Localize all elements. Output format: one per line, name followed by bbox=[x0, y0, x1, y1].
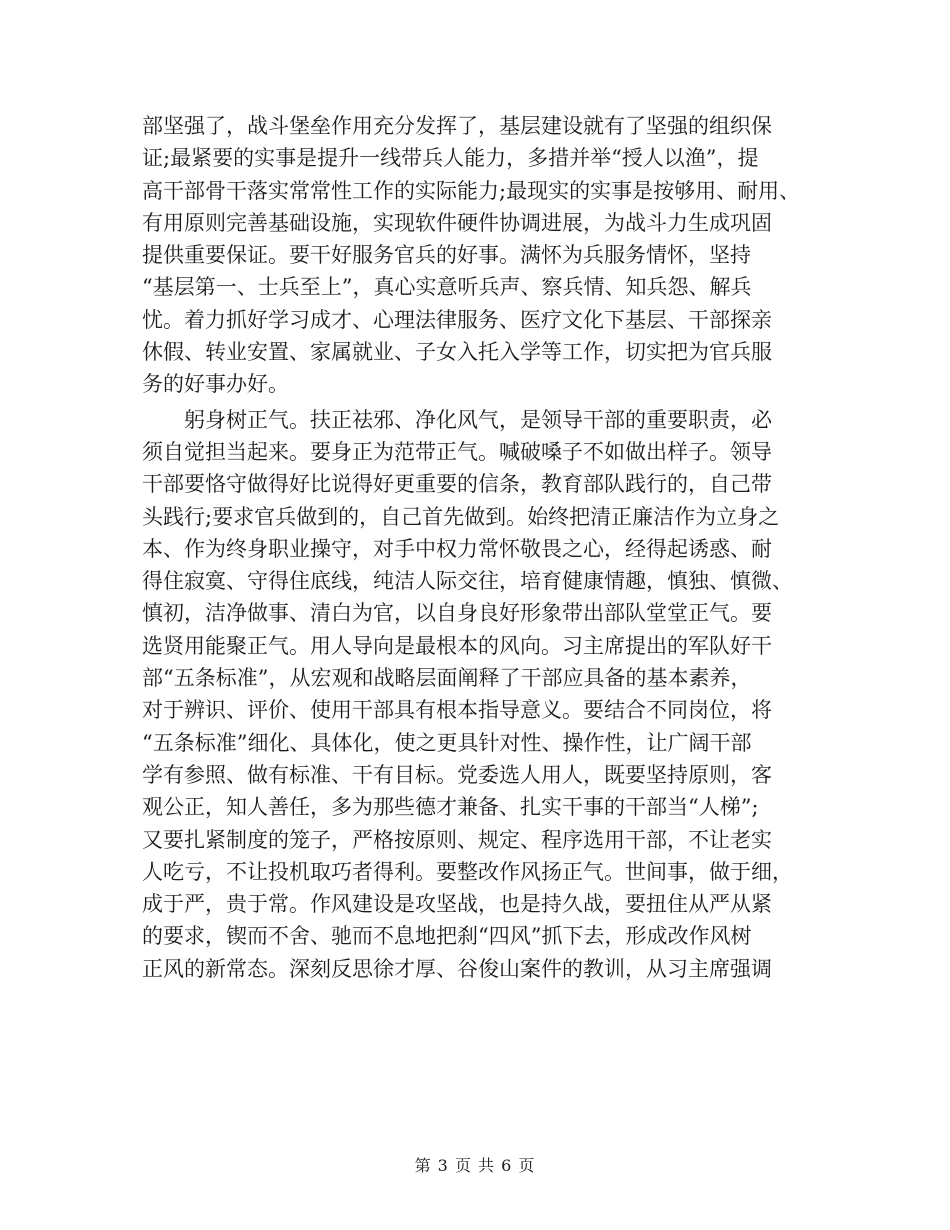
text-line: 成于严，贵于常。作风建设是攻坚战，也是持久战，要扭住从严从紧 bbox=[142, 892, 772, 917]
text-line: 选贤用能聚正气。用人导向是最根本的风向。习主席提出的军队好干 bbox=[142, 633, 772, 658]
text-line: 又要扎紧制度的笼子，严格按原则、规定、程序选用干部，不让老实 bbox=[142, 827, 772, 852]
text-line: “五条标准”细化、具体化，使之更具针对性、操作性，让广阔干部 bbox=[142, 730, 752, 755]
text-line: 人吃亏，不让投机取巧者得利。要整改作风扬正气。世间事，做于细， bbox=[142, 859, 793, 884]
document-body bbox=[142, 110, 822, 985]
text-line: 高干部骨干落实常常性工作的实际能力;最现实的实事是按够用、耐用、 bbox=[142, 178, 801, 203]
text-line: 观公正，知人善任，多为那些德才兼备、扎实干事的干部当“人梯”; bbox=[142, 795, 759, 820]
text-line: 对于辨识、评价、使用干部具有根本指导意义。要结合不同岗位，将 bbox=[142, 698, 772, 723]
text-line: 休假、转业安置、家属就业、子女入托入学等工作，切实把为官兵服 bbox=[142, 340, 772, 365]
text-line: 躬身树正气。扶正祛邪、净化风气，是领导干部的重要职责，必 bbox=[184, 407, 772, 432]
text-line: 的要求，锲而不舍、驰而不息地把刹“四风”抓下去，形成改作风树 bbox=[142, 924, 752, 949]
text-line: 证;最紧要的实事是提升一线带兵人能力，多措并举“授人以渔”，提 bbox=[142, 146, 759, 171]
text-line: 部坚强了，战斗堡垒作用充分发挥了，基层建设就有了坚强的组织保 bbox=[142, 114, 772, 138]
text-line: 本、作为终身职业操守，对手中权力常怀敬畏之心，经得起诱惑、耐 bbox=[142, 536, 772, 561]
text-line: 务的好事办好。 bbox=[142, 372, 289, 397]
text-line: 学有参照、做有标准、干有目标。党委选人用人，既要坚持原则，客 bbox=[142, 762, 772, 787]
text-line: 正风的新常态。深刻反思徐才厚、谷俊山案件的教训，从习主席强调 bbox=[142, 956, 772, 981]
text-line: 慎初，洁净做事、清白为官，以自身良好形象带出部队堂堂正气。要 bbox=[142, 601, 772, 626]
page-number-footer: 第 3 页 共 6 页 bbox=[414, 1156, 536, 1175]
text-line: “基层第一、士兵至上”，真心实意听兵声、察兵情、知兵怨、解兵 bbox=[142, 275, 752, 300]
text-line: 干部要恪守做得好比说得好更重要的信条，教育部队践行的，自己带 bbox=[142, 472, 772, 497]
text-line: 提供重要保证。要干好服务官兵的好事。满怀为兵服务情怀，坚持 bbox=[142, 243, 751, 268]
paragraph-2 bbox=[142, 404, 822, 985]
paragraph-1 bbox=[142, 110, 822, 401]
text-line: 须自觉担当起来。要身正为范带正气。喊破嗓子不如做出样子。领导 bbox=[142, 439, 772, 464]
text-line: 有用原则完善基础设施，实现软件硬件协调进展，为战斗力生成巩固 bbox=[142, 210, 772, 235]
text-line: 得住寂寞、守得住底线，纯洁人际交往，培育健康情趣，慎独、慎微、 bbox=[142, 569, 793, 594]
text-line: 忧。着力抓好学习成才、心理法律服务、医疗文化下基层、干部探亲 bbox=[142, 307, 772, 332]
text-line: 头践行;要求官兵做到的，自己首先做到。始终把清正廉洁作为立身之 bbox=[142, 504, 780, 529]
text-line: 部“五条标准”，从宏观和战略层面阐释了干部应具备的基本素养， bbox=[142, 666, 752, 691]
